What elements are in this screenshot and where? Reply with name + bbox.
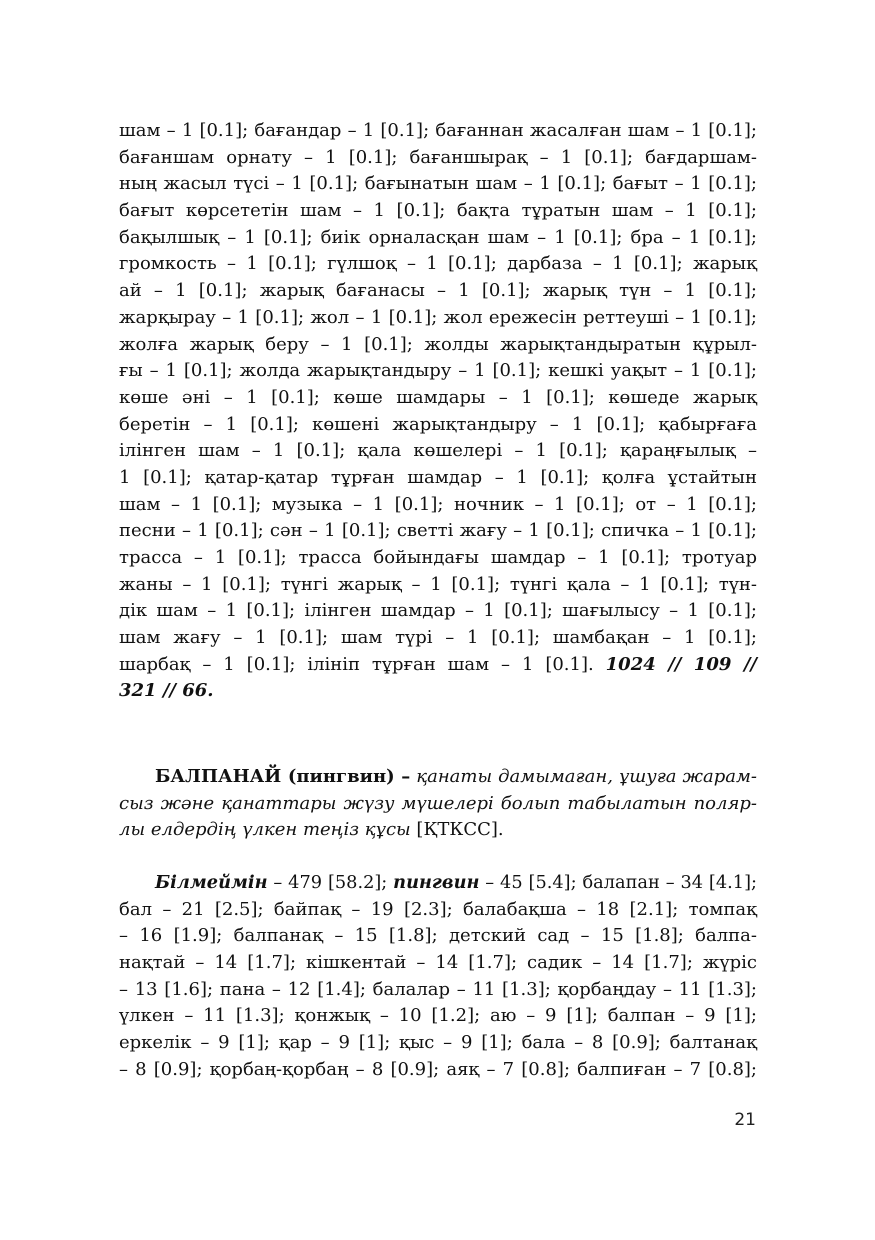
text-fragment: шарбақ – 1 [0.1]; ілініп тұрған шам – 1 [0.1]. (119, 653, 606, 675)
text-fragment: – 45 [5.4]; балапан – 34 [4.1]; (479, 873, 757, 893)
text-line: громкость – 1 [0.1]; гүлшоқ – 1 [0.1]; дарбаза – 1 [0.1]; жарық (119, 253, 757, 275)
page-number: 21 (734, 1110, 756, 1130)
entry-definition: сыз және қанаттары жүзу мүшелері болып табылатын поляр- (119, 792, 757, 814)
text-line: шам – 1 [0.1]; музыка – 1 [0.1]; ночник – 1 [0.1]; от – 1 [0.1]; (119, 493, 757, 515)
text-line: беретін – 1 [0.1]; көшені жарықтандыру – 1 [0.1]; қабырғаға (119, 413, 757, 435)
response-term: пингвин (393, 872, 480, 893)
entry-line (119, 764, 757, 791)
text-line: жолға жарық беру – 1 [0.1]; жолды жарықтандыратын құрыл- (119, 333, 757, 355)
association-list (119, 870, 757, 1084)
entry-definition: қанаты дамымаған, ұшуға жарам- (410, 766, 757, 787)
entry-line (119, 791, 757, 818)
text-line: – 16 [1.9]; балпанақ – 15 [1.8]; детский сад – 15 [1.8]; балпа- (119, 925, 757, 947)
text-line: нақтай – 14 [1.7]; кішкентай – 14 [1.7]; садик – 14 [1.7]; жүріс (119, 952, 757, 974)
text-line: шам жағу – 1 [0.1]; шам түрі – 1 [0.1]; шамбақан – 1 [0.1]; (119, 627, 757, 649)
text-line: дік шам – 1 [0.1]; ілінген шамдар – 1 [0.1]; шағылысу – 1 [0.1]; (119, 600, 757, 622)
text-line: трасса – 1 [0.1]; трасса бойындағы шамдар – 1 [0.1]; тротуар (119, 547, 757, 568)
text-line: бақылшық – 1 [0.1]; биік орналасқан шам – 1 [0.1]; бра – 1 [0.1]; (119, 226, 757, 248)
text-line: үлкен – 11 [1.3]; қонжық – 10 [1.2]; аю – 9 [1]; балпан – 9 [1]; (119, 1005, 757, 1027)
text-line: ілінген шам – 1 [0.1]; қала көшелері – 1 [0.1]; қараңғылық – (119, 440, 757, 462)
text-line: – 8 [0.9]; қорбаң-қорбаң – 8 [0.9]; аяқ – 7 [0.8]; балпиған – 7 [0.8]; (119, 1058, 757, 1080)
text-line: песни – 1 [0.1]; сән – 1 [0.1]; светті жағу – 1 [0.1]; спичка – 1 [0.1]; (119, 520, 757, 542)
text-line: жаны – 1 [0.1]; түнгі жарық – 1 [0.1]; түнгі қала – 1 [0.1]; түн- (119, 573, 757, 595)
statistics-summary: 1024 // 109 // (605, 653, 757, 675)
entry-headword: БАЛПАНАЙ (пингвин) – (155, 766, 411, 787)
text-line: бағыт көрсететін шам – 1 [0.1]; бақта тұратын шам – 1 [0.1]; (119, 200, 757, 222)
text-line: ай – 1 [0.1]; жарық бағанасы – 1 [0.1]; жарық түн – 1 [0.1]; (119, 280, 757, 302)
text-line (119, 870, 757, 897)
text-fragment: – 479 [58.2]; (267, 873, 394, 893)
text-line: бағаншам орнату – 1 [0.1]; бағаншырақ – 1 [0.1]; бағдаршам- (119, 146, 757, 168)
response-term: Білмеймін (155, 872, 268, 893)
entry-definition: лы елдердің үлкен теңіз құсы (119, 819, 411, 841)
text-line: көше әні – 1 [0.1]; көше шамдары – 1 [0.1]; көшеде жарық (119, 386, 757, 408)
text-line: ның жасыл түсі – 1 [0.1]; бағынатын шам – 1 [0.1]; бағыт – 1 [0.1]; (119, 173, 757, 195)
text-line: 1 [0.1]; қатар-қатар тұрған шамдар – 1 [0.1]; қолға ұстайтын (119, 466, 757, 488)
text-line (119, 652, 757, 679)
statistics-summary: 321 // 66. (119, 680, 214, 702)
text-line: жарқырау – 1 [0.1]; жол – 1 [0.1]; жол ережесін реттеуші – 1 [0.1]; (119, 306, 757, 328)
dictionary-entry (119, 764, 757, 844)
text-line: шам – 1 [0.1]; бағандар – 1 [0.1]; бағаннан жасалған шам – 1 [0.1]; (119, 120, 757, 141)
entry-line (119, 817, 757, 844)
text-line: ғы – 1 [0.1]; жолда жарықтандыру – 1 [0.1]; кешкі уақыт – 1 [0.1]; (119, 360, 757, 382)
text-line: бал – 21 [2.5]; байпақ – 19 [2.3]; балабақша – 18 [2.1]; томпақ (119, 898, 757, 920)
text-line: – 13 [1.6]; пана – 12 [1.4]; балалар – 11 [1.3]; қорбаңдау – 11 [1.3]; (119, 978, 757, 1000)
text-line (119, 678, 757, 705)
association-list-continued (119, 118, 757, 705)
text-line: еркелік – 9 [1]; қар – 9 [1]; қыс – 9 [1]; бала – 8 [0.9]; балтанақ (119, 1032, 757, 1054)
entry-source: [ҚТКСС]. (410, 819, 504, 841)
